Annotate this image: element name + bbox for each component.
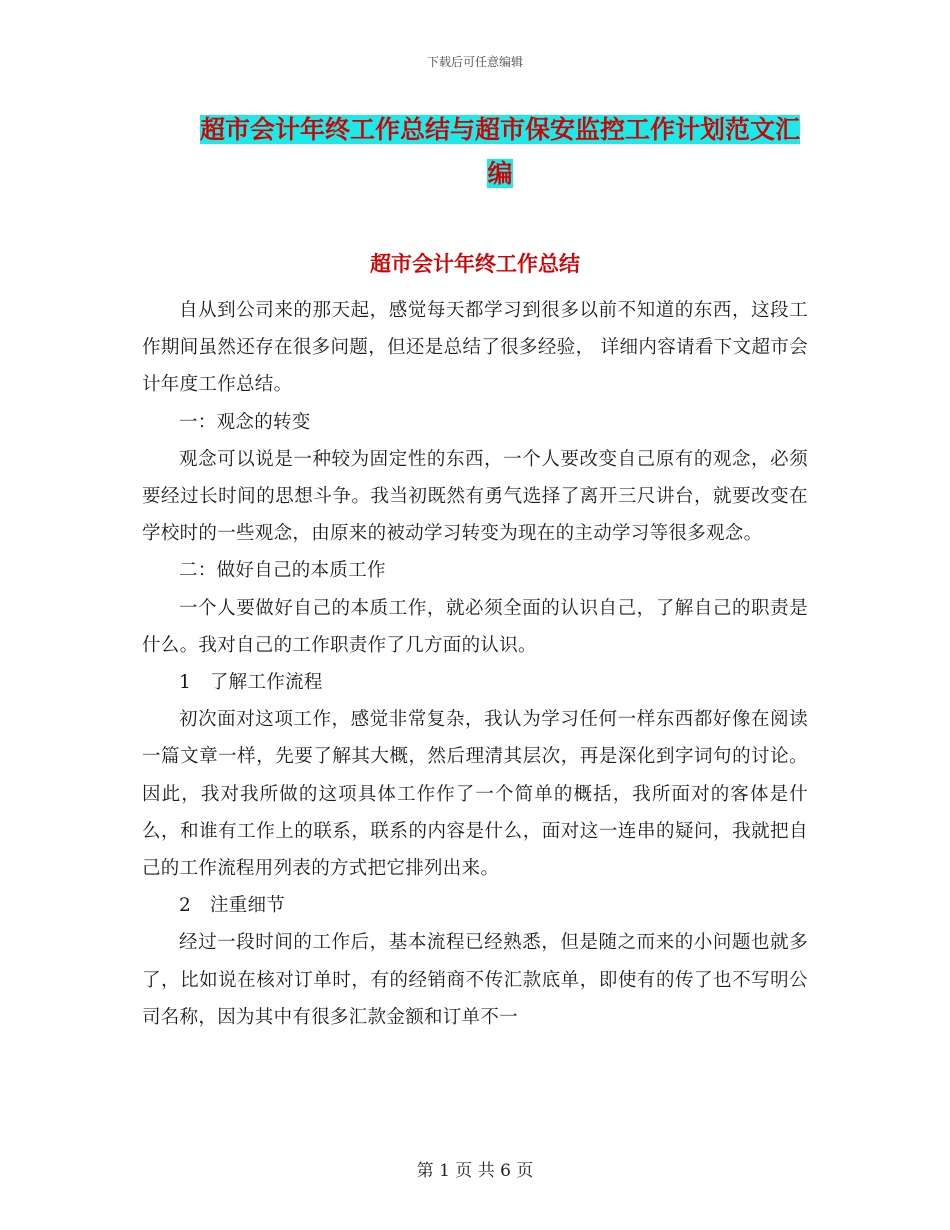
paragraph: 观念可以说是一种较为固定性的东西，一个人要改变自己原有的观念，必须要经过长时间的思想斗争。我当初既然有勇气选择了离开三尺讲台，就要改变在学校时的一些观念，由原来的被动学习转变为现在的主动学习等很多观念。 [142,448,808,545]
document-title-text: 超市会计年终工作总结与超市保安监控工作计划范文汇编 [199,115,800,188]
paragraph: 一个人要做好自己的本质工作，就必须全面的认识自己，了解自己的职责是什么。我对自己的工作职责作了几方面的认识。 [142,597,808,656]
header-note: 下载后可任意编辑 [426,55,523,69]
section-title: 超市会计年终工作总结 [370,252,580,276]
paragraph: 自从到公司来的那天起，感觉每天都学习到很多以前不知道的东西，这段工作期间虽然还存在很多问题，但还是总结了很多经验， 详细内容请看下文超市会计年度工作总结。 [142,300,808,396]
document-title [190,108,810,196]
paragraph: 初次面对这项工作，感觉非常复杂，我认为学习任何一样东西都好像在阅读一篇文章一样，先要了解其大概，然后理清其层次，再是深化到字词句的讨论。因此，我对我所做的这项具体工作作了一个简单的概括，我所面对的客体是什么，和谁有工作上的联系，联系的内容是什么，面对这一连串的疑问，我就把自己的工作流程用列表的方式把它排列出来。 [142,709,808,880]
paragraph-heading: 1 了解工作流程 [179,672,323,694]
paragraph-heading: 2 注重细节 [179,895,286,917]
paragraph: 经过一段时间的工作后，基本流程已经熟悉，但是随之而来的小问题也就多了，比如说在核对订单时，有的经销商不传汇款底单，即使有的传了也不写明公司名称，因为其中有很多汇款金额和订单不一 [142,932,808,1028]
paragraph-heading: 二：做好自己的本质工作 [179,560,386,582]
page-footer: 第 1 页 共 6 页 [416,1161,534,1181]
paragraph-heading: 一：观念的转变 [179,411,311,433]
body-text [142,292,808,1036]
